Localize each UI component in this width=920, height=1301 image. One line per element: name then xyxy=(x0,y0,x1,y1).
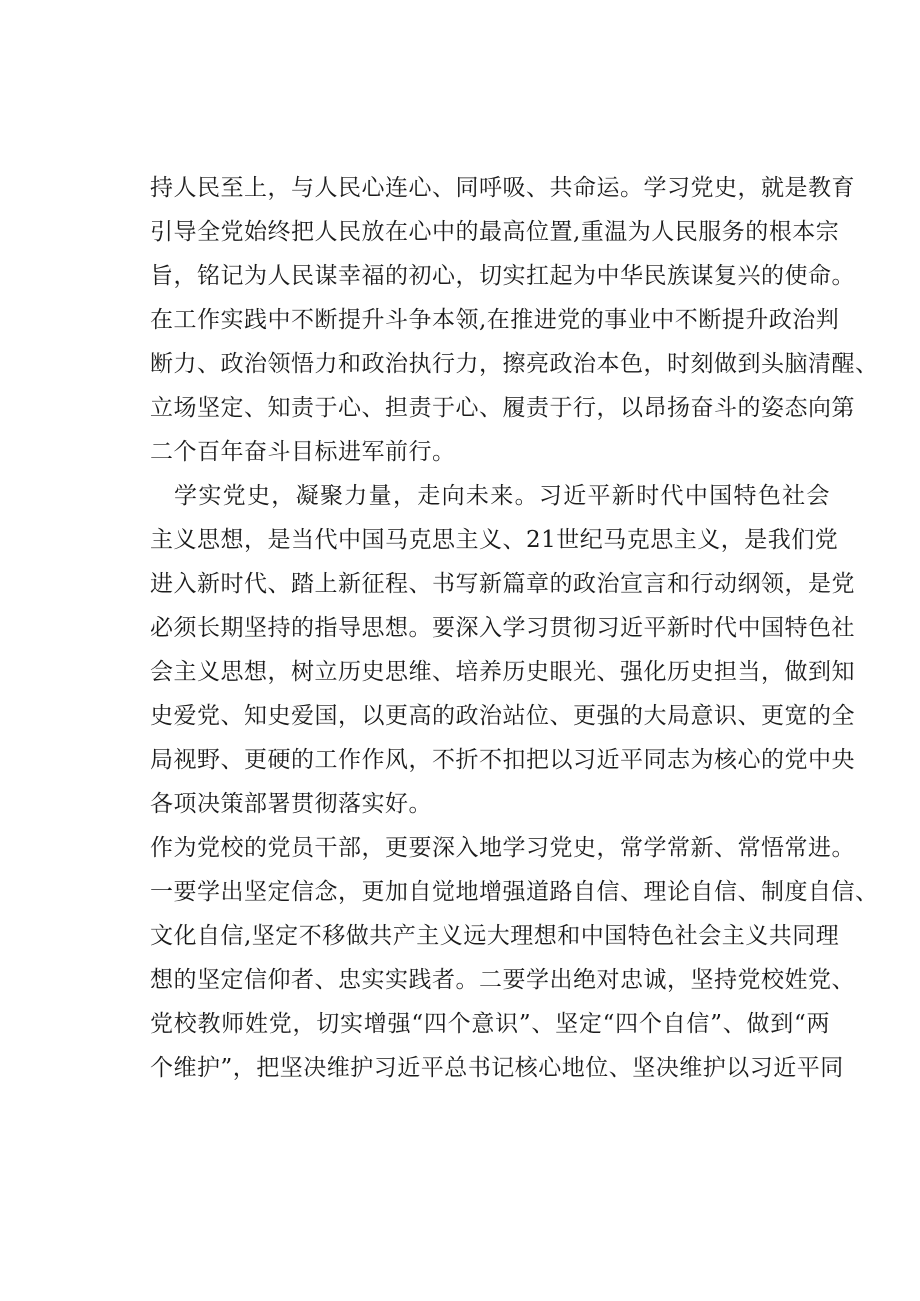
text-line: 局视野、更硬的工作作风，不折不扣把以习近平同志为核心的党中央 xyxy=(150,747,855,773)
text-line: 会主义思想，树立历史思维、培养历史眼光、强化历史担当，做到知 xyxy=(150,659,855,685)
text-line: 各项决策部署贯彻落实好。 xyxy=(150,791,432,817)
text-line: 一要学出坚定信念，更加自觉地增强道路自信、理论自信、制度自信、 xyxy=(150,879,879,905)
text-line: 个维护”，把坚决维护习近平总书记核心地位、坚决维护以习近平同 xyxy=(150,1055,844,1081)
document-body xyxy=(150,166,879,1090)
text-line: 想的坚定信仰者、忠实实践者。二要学出绝对忠诚，坚持党校姓党、 xyxy=(150,967,855,993)
text-line: 史爱党、知史爱国，以更高的政治站位、更强的大局意识、更宽的全 xyxy=(150,703,855,729)
text-line: 主义思想，是当代中国马克思主义、21世纪马克思主义，是我们党 xyxy=(150,527,839,553)
text-line: 二个百年奋斗目标进军前行。 xyxy=(150,439,456,465)
text-line: 必须长期坚持的指导思想。要深入学习贯彻习近平新时代中国特色社 xyxy=(150,615,855,641)
text-line: 学实党史，凝聚力量，走向未来。习近平新时代中国特色社会 xyxy=(174,483,830,509)
paragraph-2 xyxy=(150,474,855,826)
paragraph-1 xyxy=(150,166,879,474)
text-line: 立场坚定、知责于心、担责于心、履责于行，以昂扬奋斗的姿态向第 xyxy=(150,395,855,421)
text-line: 进入新时代、踏上新征程、书写新篇章的政治宣言和行动纲领，是党 xyxy=(150,571,855,597)
text-line: 断力、政治领悟力和政治执行力，擦亮政治本色，时刻做到头脑清醒、 xyxy=(150,351,879,377)
paragraph-3 xyxy=(150,826,879,1090)
text-line: 旨，铭记为人民谋幸福的初心，切实扛起为中华民族谋复兴的使命。 xyxy=(150,263,855,289)
text-line: 在工作实践中不断提升斗争本领,在推进党的事业中不断提升政治判 xyxy=(150,307,840,333)
text-line: 作为党校的党员干部，更要深入地学习党史，常学常新、常悟常进。 xyxy=(150,835,855,861)
text-line: 党校教师姓党，切实增强“四个意识”、坚定“四个自信”、做到“两 xyxy=(150,1011,830,1037)
text-line: 持人民至上，与人民心连心、同呼吸、共命运。学习党史，就是教育 xyxy=(150,175,855,201)
text-line: 引导全党始终把人民放在心中的最高位置,重温为人民服务的根本宗 xyxy=(150,219,840,245)
text-line: 文化自信,坚定不移做共产主义远大理想和中国特色社会主义共同理 xyxy=(150,923,840,949)
